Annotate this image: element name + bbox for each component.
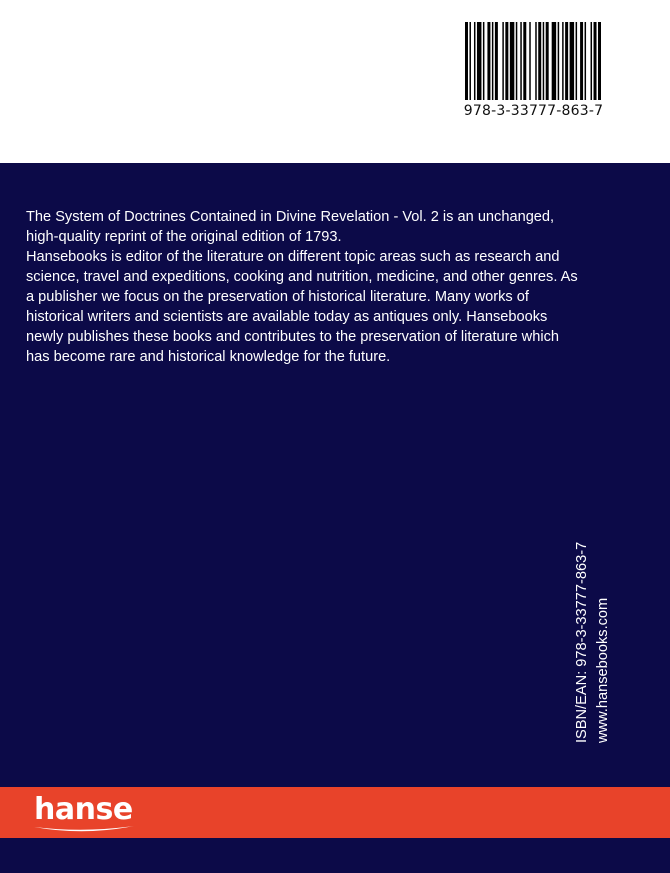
bottom-navy-band (0, 838, 670, 873)
barcode-bar (576, 22, 577, 100)
barcode-bar (474, 22, 475, 100)
barcode-bar (516, 22, 517, 100)
barcode-bar (495, 22, 498, 100)
barcode-bar (570, 22, 574, 100)
back-cover-panel (0, 163, 670, 787)
barcode-bar (546, 22, 549, 100)
logo-swoosh-icon (32, 824, 136, 834)
barcode-bar (552, 22, 556, 100)
barcode-bar (505, 22, 508, 100)
description-line: Hansebooks is editor of the literature on different topic areas such as research and (26, 249, 560, 265)
vertical-isbn-block (572, 539, 614, 743)
barcode-bar (477, 22, 481, 100)
description-line: has become rare and historical knowledge for the future. (26, 349, 391, 365)
publisher-bar (0, 787, 670, 838)
barcode-bar (594, 22, 597, 100)
barcode-bar (535, 22, 536, 100)
website-text: www.hansebooks.com (595, 597, 611, 743)
barcode-bar (558, 22, 559, 100)
isbn-ean-text: ISBN/EAN: 978-3-33777-863-7 (574, 541, 590, 743)
barcode-graphic (464, 22, 602, 100)
barcode-bar (465, 22, 468, 100)
barcode-bar (562, 22, 563, 100)
top-white-band (0, 0, 670, 163)
book-description (26, 207, 626, 367)
barcode-bar (487, 22, 490, 100)
barcode-bar (510, 22, 514, 100)
barcode-bar (580, 22, 583, 100)
barcode-bar (483, 22, 484, 100)
description-line: newly publishes these books and contributes to the preservation of literature which (26, 329, 559, 345)
logo-wordmark: hanse (34, 792, 133, 827)
description-line: a publisher we focus on the preservation of historical literature. Many works of (26, 289, 529, 305)
barcode-bar (585, 22, 586, 100)
barcode-bar (565, 22, 568, 100)
barcode-bar (538, 22, 541, 100)
barcode-bar (469, 22, 470, 100)
description-line: high-quality reprint of the original edition of 1793. (26, 229, 342, 245)
barcode-bar (523, 22, 526, 100)
hanse-logo (34, 793, 133, 833)
barcode-bar (492, 22, 493, 100)
barcode-bar (520, 22, 521, 100)
description-line: historical writers and scientists are available today as antiques only. Hansebooks (26, 309, 548, 325)
description-line: The System of Doctrines Contained in Divine Revelation - Vol. 2 is an unchanged, (26, 209, 555, 225)
barcode-bar (543, 22, 544, 100)
barcode (464, 22, 602, 100)
barcode-bar (591, 22, 592, 100)
barcode-bar (598, 22, 601, 100)
barcode-bar (502, 22, 503, 100)
barcode-number: 978-3-33777-863-7 (463, 103, 604, 119)
barcode-bar (529, 22, 530, 100)
description-line: science, travel and expeditions, cooking and nutrition, medicine, and other genres. As (26, 269, 578, 285)
